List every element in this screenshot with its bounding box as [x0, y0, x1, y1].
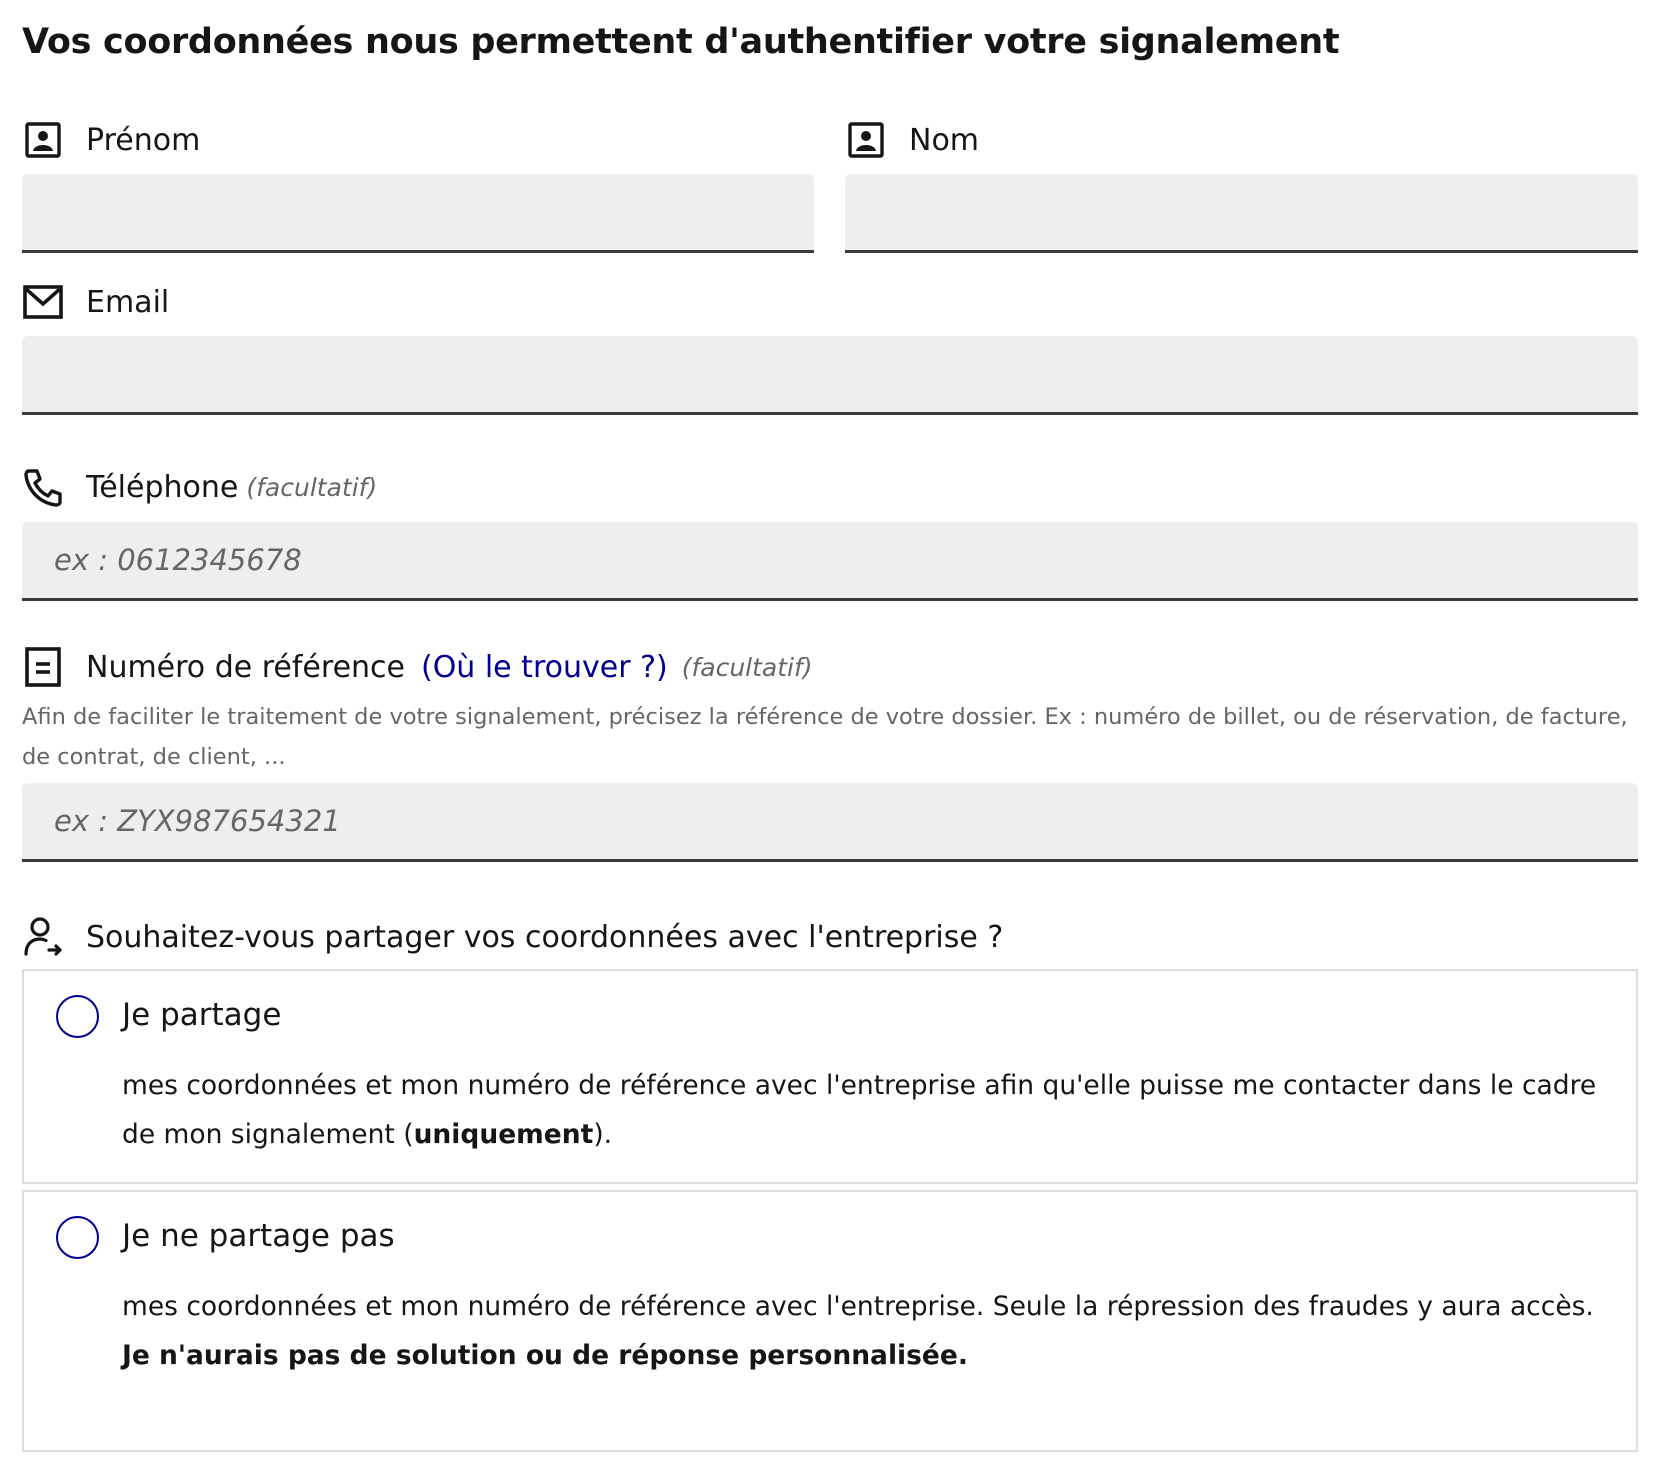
reference-label: Numéro de référence: [86, 649, 405, 685]
email-label: Email: [86, 284, 170, 320]
mail-icon: [22, 280, 66, 324]
reference-field: [22, 645, 1638, 862]
page-title: Vos coordonnées nous permettent d'authentifier votre signalement: [22, 22, 1340, 62]
no-share-desc-bold: Je n'aurais pas de solution ou de réponse personnalisée.: [122, 1340, 968, 1371]
share-desc-end: ).: [593, 1119, 613, 1150]
phone-field: [22, 465, 1638, 601]
user-share-icon: [22, 915, 66, 959]
email-input[interactable]: [22, 336, 1638, 415]
no-share-desc-text: mes coordonnées et mon numéro de référence avec l'entreprise. Seule la répression des fraudes y aura accès.: [122, 1291, 1594, 1322]
no-share-option-description: [122, 1282, 1602, 1380]
lastname-input[interactable]: [845, 174, 1638, 253]
share-desc-text: mes coordonnées et mon numéro de référence avec l'entreprise afin qu'elle puisse me contacter dans le cadre de mon signalement (: [122, 1070, 1597, 1150]
firstname-label: Prénom: [86, 122, 201, 158]
no-share-option-title: Je ne partage pas: [122, 1218, 395, 1254]
phone-label-row: [22, 465, 1638, 509]
firstname-input[interactable]: [22, 174, 814, 253]
consent-option-no-share[interactable]: [22, 1190, 1638, 1452]
consent-option-share[interactable]: [22, 969, 1638, 1184]
reference-help-link[interactable]: (Où le trouver ?): [420, 649, 668, 685]
reference-input[interactable]: [22, 783, 1638, 862]
reference-hint: Afin de faciliter le traitement de votre signalement, précisez la référence de votre dossier. Ex : numéro de billet, ou de réservation, de facture, de contrat, de client, ...: [22, 704, 1628, 770]
firstname-label-row: [22, 118, 814, 162]
email-label-row: [22, 280, 1638, 324]
lastname-label: Nom: [909, 122, 980, 158]
phone-icon: [22, 465, 66, 509]
email-field: [22, 280, 1638, 415]
phone-input[interactable]: [22, 522, 1638, 601]
user-card-icon: [22, 118, 66, 162]
phone-label: Téléphone: [86, 469, 239, 505]
reference-optional-hint: (facultatif): [681, 652, 813, 682]
share-radio[interactable]: [56, 995, 99, 1038]
firstname-field: [22, 118, 814, 253]
consent-question: [22, 915, 1638, 959]
share-option-description: [122, 1061, 1602, 1159]
phone-optional-hint: (facultatif): [246, 472, 378, 502]
share-desc-bold: uniquement: [413, 1119, 594, 1150]
consent-question-label: Souhaitez-vous partager vos coordonnées avec l'entreprise ?: [86, 919, 1004, 955]
consent-label-row: [22, 915, 1638, 959]
lastname-label-row: [845, 118, 1638, 162]
document-icon: [22, 645, 66, 689]
share-option-title: Je partage: [122, 997, 282, 1033]
no-share-radio[interactable]: [56, 1216, 99, 1259]
reference-label-row: [22, 645, 1638, 689]
lastname-field: [845, 118, 1638, 253]
user-card-icon: [845, 118, 889, 162]
